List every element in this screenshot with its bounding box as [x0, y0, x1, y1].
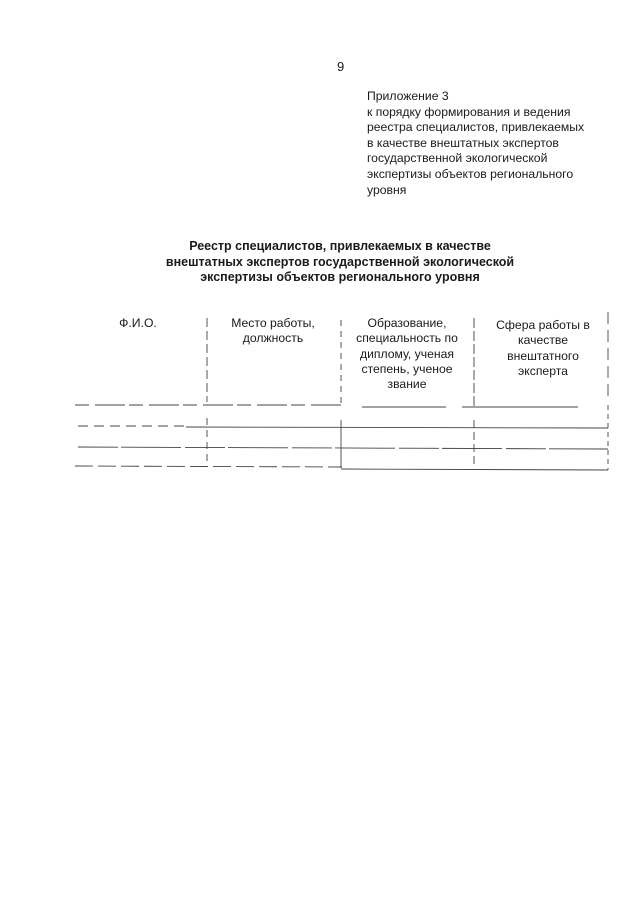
row-divider: [186, 427, 608, 428]
appendix-line: реестра специалистов, привлекаемых: [367, 120, 585, 135]
column-header-expert-sphere: Сфера работы в качестве внештатного эксперта: [496, 318, 590, 378]
appendix-line: к порядку формирования и ведения: [367, 104, 571, 119]
title-line: экспертизы объектов регионального уровня: [200, 270, 480, 285]
appendix-line: уровня: [367, 182, 407, 197]
title-line: внештатных экспертов государственной экологической: [165, 254, 515, 269]
row-divider: [78, 447, 608, 449]
appendix-line: в качестве внештатных экспертов: [367, 135, 559, 150]
title-line: Реестр специалистов, привлекаемых в качестве: [189, 239, 491, 253]
column-header-fio: Ф.И.О.: [119, 316, 157, 330]
appendix-line: Приложение 3: [367, 89, 449, 103]
column-header-education: Образование, специальность по диплому, ученая степень, ученое звание: [356, 316, 458, 392]
row-divider: [75, 466, 342, 467]
appendix-line: экспертизы объектов регионального: [367, 166, 574, 181]
page-number: 9: [337, 59, 345, 74]
appendix-line: государственной экологической: [367, 151, 548, 166]
row-divider: [341, 469, 608, 470]
column-header-workplace: Место работы, должность: [231, 316, 315, 346]
